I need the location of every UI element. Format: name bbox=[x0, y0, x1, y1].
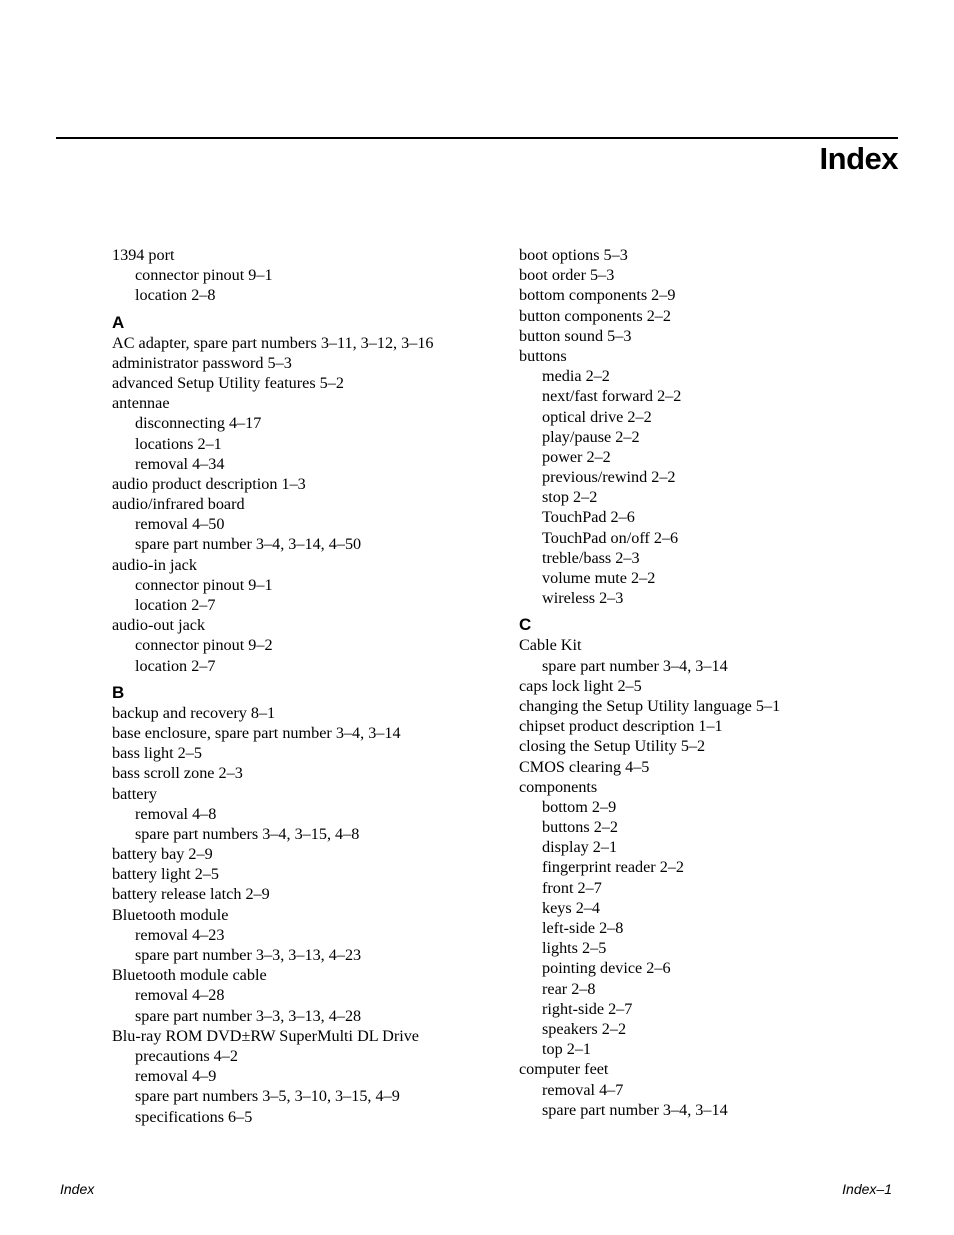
index-subentry: front 2–7 bbox=[542, 878, 602, 897]
index-entry: battery light 2–5 bbox=[112, 865, 219, 884]
index-entry: boot order 5–3 bbox=[519, 266, 615, 285]
index-entry: boot options 5–3 bbox=[519, 246, 628, 264]
index-entry: advanced Setup Utility features 5–2 bbox=[112, 373, 344, 392]
index-subentry: locations 2–1 bbox=[135, 434, 222, 453]
index-entry: audio/infrared board bbox=[112, 495, 245, 514]
index-subentry: location 2–7 bbox=[135, 656, 216, 675]
index-entry: base enclosure, spare part number 3–4, 3–14 bbox=[112, 723, 401, 742]
index-subentry: display 2–1 bbox=[542, 838, 618, 857]
index-entry: Cable Kit bbox=[519, 636, 582, 655]
footer-section-name: Index bbox=[60, 1181, 95, 1197]
index-entry: bass scroll zone 2–3 bbox=[112, 764, 243, 783]
index-entry: button sound 5–3 bbox=[519, 326, 632, 345]
index-subentry: connector pinout 9–1 bbox=[135, 575, 273, 594]
index-subentry: spare part numbers 3–5, 3–10, 3–15, 4–9 bbox=[135, 1087, 400, 1106]
index-subentry: buttons 2–2 bbox=[542, 818, 618, 837]
index-letter-heading: C bbox=[519, 615, 532, 635]
index-subentry: pointing device 2–6 bbox=[542, 959, 671, 978]
index-subentry: TouchPad on/off 2–6 bbox=[542, 528, 679, 547]
index-subentry: play/pause 2–2 bbox=[542, 427, 640, 446]
index-subentry: previous/rewind 2–2 bbox=[542, 468, 676, 487]
index-subentry: media 2–2 bbox=[542, 367, 610, 386]
index-subentry: TouchPad 2–6 bbox=[542, 508, 635, 527]
index-entry: computer feet bbox=[519, 1060, 609, 1079]
index-subentry: power 2–2 bbox=[542, 447, 611, 466]
index-entry: Blu-ray ROM DVD±RW SuperMulti DL Drive bbox=[112, 1026, 419, 1045]
index-subentry: fingerprint reader 2–2 bbox=[542, 858, 685, 877]
index-entry: Bluetooth module bbox=[112, 905, 229, 924]
index-subentry: removal 4–8 bbox=[135, 804, 217, 823]
index-subentry: connector pinout 9–1 bbox=[135, 266, 273, 285]
index-subentry: next/fast forward 2–2 bbox=[542, 387, 682, 406]
index-subentry: spare part number 3–4, 3–14 bbox=[542, 656, 728, 675]
index-letter-heading: A bbox=[112, 312, 125, 332]
page-title: Index bbox=[819, 141, 898, 176]
index-entry: 1394 port bbox=[112, 246, 175, 264]
index-entry: audio product description 1–3 bbox=[112, 474, 306, 493]
index-entry: bass light 2–5 bbox=[112, 744, 202, 763]
index-subentry: lights 2–5 bbox=[542, 939, 607, 958]
index-entry: button components 2–2 bbox=[519, 306, 671, 325]
index-entry: buttons bbox=[519, 346, 567, 365]
index-subentry: keys 2–4 bbox=[542, 898, 600, 917]
index-entry: caps lock light 2–5 bbox=[519, 676, 642, 695]
index-entry: battery release latch 2–9 bbox=[112, 885, 270, 904]
index-entry: backup and recovery 8–1 bbox=[112, 703, 276, 722]
index-entry: administrator password 5–3 bbox=[112, 353, 292, 372]
index-entry: CMOS clearing 4–5 bbox=[519, 757, 650, 776]
index-entry: chipset product description 1–1 bbox=[519, 717, 723, 736]
index-subentry: precautions 4–2 bbox=[135, 1046, 238, 1065]
index-subentry: removal 4–34 bbox=[135, 454, 225, 473]
index-subentry: spare part number 3–4, 3–14 bbox=[542, 1100, 728, 1119]
index-subentry: right-side 2–7 bbox=[542, 999, 633, 1018]
index-subentry: speakers 2–2 bbox=[542, 1019, 627, 1038]
index-subentry: left-side 2–8 bbox=[542, 919, 624, 937]
index-subentry: removal 4–50 bbox=[135, 515, 225, 534]
index-entry: antennae bbox=[112, 394, 170, 413]
header-rule bbox=[56, 137, 898, 139]
index-subentry: location 2–7 bbox=[135, 596, 216, 614]
index-letter-heading: B bbox=[112, 682, 125, 702]
index-subentry: spare part number 3–4, 3–14, 4–50 bbox=[135, 535, 362, 554]
index-subentry: optical drive 2–2 bbox=[542, 407, 652, 426]
footer-page-number: Index–1 bbox=[842, 1181, 892, 1197]
index-subentry: spare part numbers 3–4, 3–15, 4–8 bbox=[135, 824, 360, 843]
index-subentry: rear 2–8 bbox=[542, 979, 596, 998]
index-entry: audio-in jack bbox=[112, 555, 197, 574]
index-entry: audio-out jack bbox=[112, 616, 206, 635]
index-subentry: spare part number 3–3, 3–13, 4–28 bbox=[135, 1006, 362, 1025]
index-subentry: volume mute 2–2 bbox=[542, 569, 656, 587]
index-entry: battery bbox=[112, 784, 157, 803]
index-subentry: connector pinout 9–2 bbox=[135, 636, 273, 655]
index-entry: bottom components 2–9 bbox=[519, 286, 676, 305]
index-subentry: wireless 2–3 bbox=[542, 589, 624, 608]
index-subentry: stop 2–2 bbox=[542, 488, 598, 507]
index-subentry: specifications 6–5 bbox=[135, 1107, 253, 1126]
index-entry: closing the Setup Utility 5–2 bbox=[519, 737, 706, 756]
index-subentry: removal 4–7 bbox=[542, 1080, 624, 1099]
index-column-right bbox=[519, 245, 899, 1120]
index-entry: Bluetooth module cable bbox=[112, 966, 267, 985]
index-subentry: removal 4–9 bbox=[135, 1067, 217, 1086]
index-subentry: removal 4–23 bbox=[135, 925, 225, 944]
index-subentry: top 2–1 bbox=[542, 1040, 592, 1059]
index-subentry: removal 4–28 bbox=[135, 986, 225, 1005]
index-entry: battery bay 2–9 bbox=[112, 845, 213, 864]
index-subentry: spare part number 3–3, 3–13, 4–23 bbox=[135, 946, 362, 964]
index-entry: components bbox=[519, 777, 598, 796]
index-entry: changing the Setup Utility language 5–1 bbox=[519, 696, 781, 715]
index-subentry: bottom 2–9 bbox=[542, 797, 617, 816]
index-entry: AC adapter, spare part numbers 3–11, 3–12, 3–16 bbox=[112, 333, 434, 352]
index-subentry: disconnecting 4–17 bbox=[135, 414, 262, 433]
index-subentry: location 2–8 bbox=[135, 286, 216, 305]
index-column-left bbox=[112, 245, 507, 1127]
index-subentry: treble/bass 2–3 bbox=[542, 548, 640, 567]
